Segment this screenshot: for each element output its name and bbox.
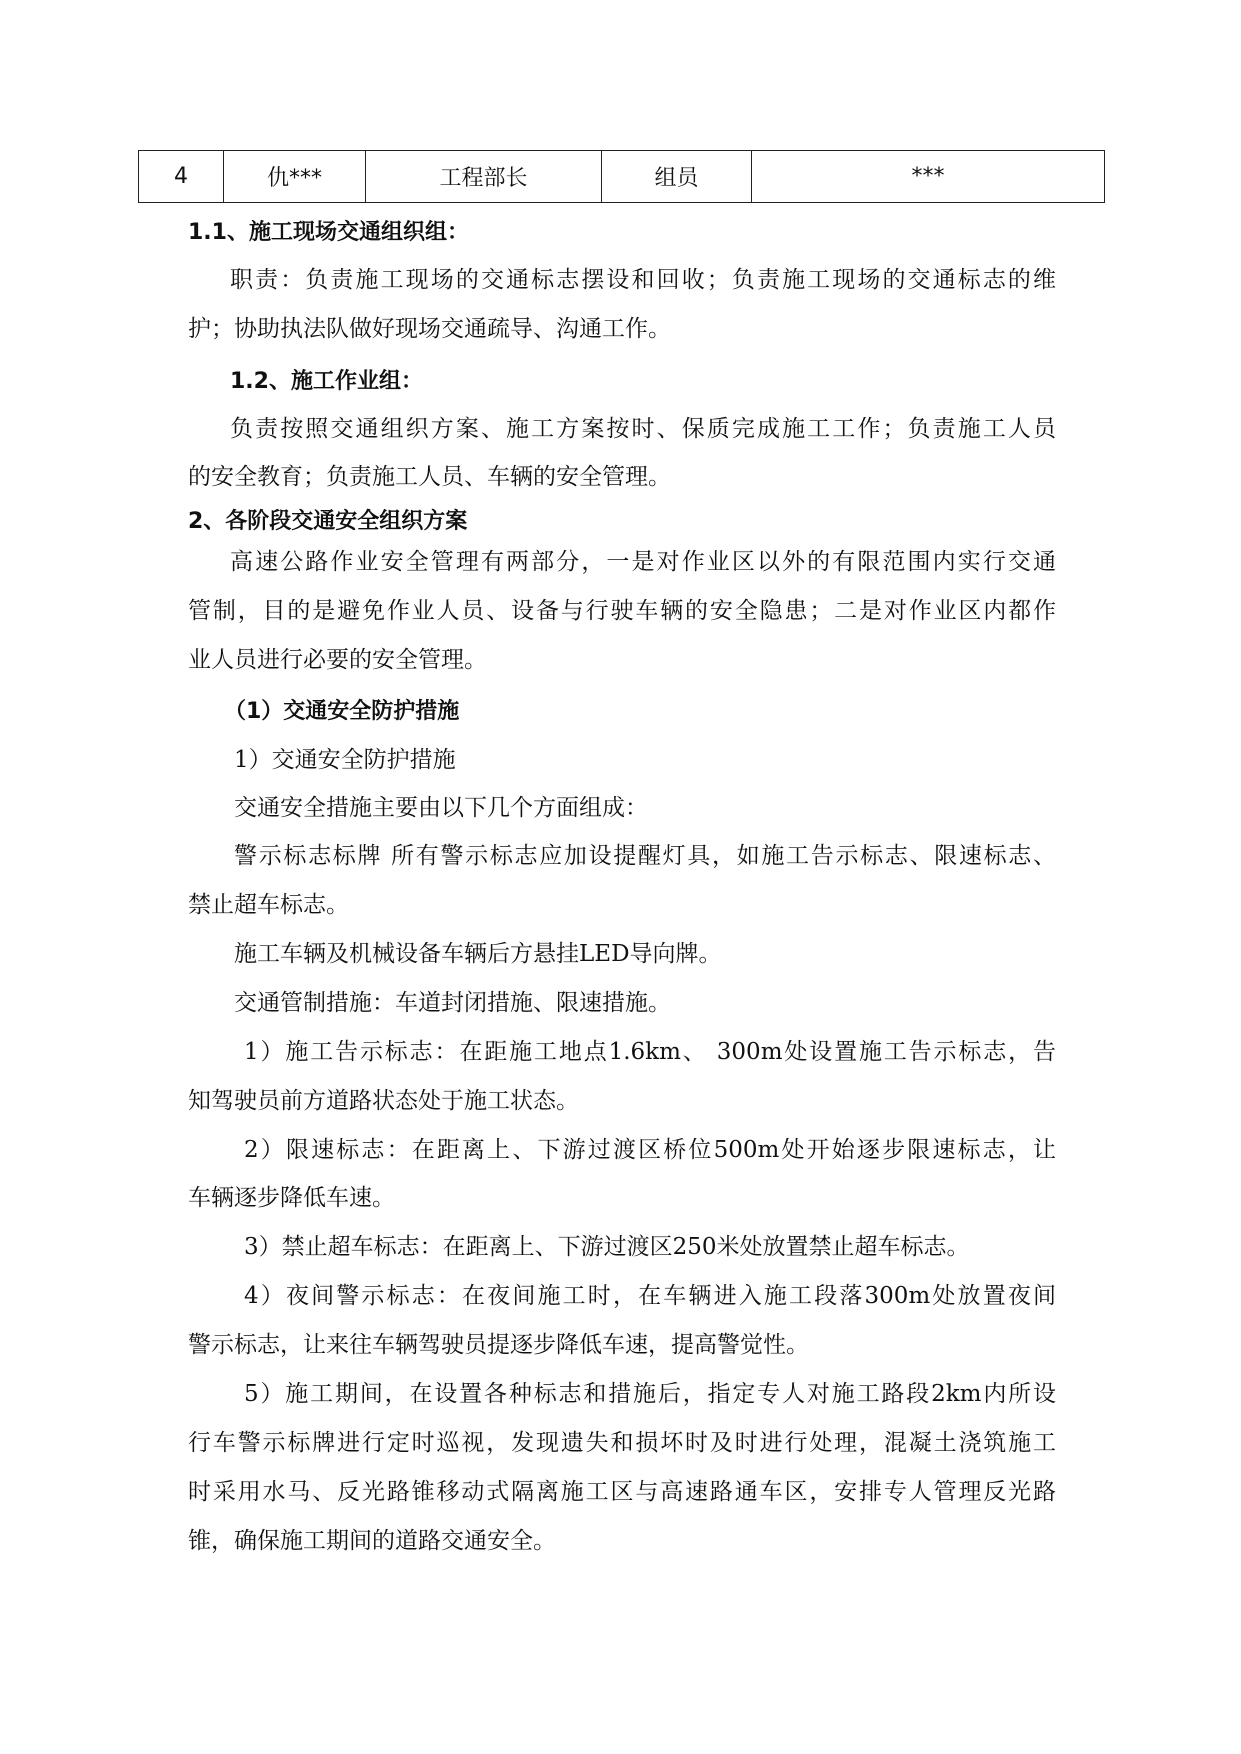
paragraph-line: 业人员进行必要的安全管理。 [188, 647, 487, 673]
list-item: 知驾驶员前方道路状态处于施工状态。 [188, 1088, 579, 1114]
cell-name: 仇*** [224, 151, 366, 203]
staff-table [138, 150, 1105, 203]
section-2-heading: 2、各阶段交通安全组织方案 [188, 509, 468, 534]
list-item: 锥，确保施工期间的道路交通安全。 [188, 1528, 556, 1554]
paragraph-line: 警示标志标牌 所有警示标志应加设提醒灯具，如施工告示标志、限速标志、 [234, 843, 1056, 869]
list-item: 行车警示标牌进行定时巡视，发现遗失和损坏时及时进行处理，混凝土浇筑施工 [188, 1430, 1056, 1456]
paragraph-line: 负责按照交通组织方案、施工方案按时、保质完成施工工作；负责施工人员 [230, 416, 1056, 442]
sub-heading: 1）交通安全防护措施 [234, 747, 456, 773]
cell-role: 组员 [602, 151, 752, 203]
section-1-1-heading: 1.1、施工现场交通组织组： [188, 220, 469, 245]
list-item: 警示标志，让来往车辆驾驶员提逐步降低车速，提高警觉性。 [188, 1332, 809, 1358]
paragraph-line: 交通安全措施主要由以下几个方面组成： [234, 795, 648, 821]
paragraph-line: 职责：负责施工现场的交通标志摆设和回收；负责施工现场的交通标志的维 [230, 267, 1056, 293]
list-item: 时采用水马、反光路锥移动式隔离施工区与高速路通车区，安排专人管理反光路 [188, 1479, 1056, 1505]
paragraph-line: 护；协助执法队做好现场交通疏导、沟通工作。 [188, 316, 671, 342]
paragraph-line: 的安全教育；负责施工人员、车辆的安全管理。 [188, 464, 671, 490]
list-item: 1）施工告示标志：在距施工地点1.6km、 300m处设置施工告示标志，告 [244, 1039, 1056, 1065]
measures-heading: （1）交通安全防护措施 [224, 699, 460, 724]
list-item: 2）限速标志：在距离上、下游过渡区桥位500m处开始逐步限速标志，让 [244, 1137, 1056, 1163]
section-1-2-heading: 1.2、施工作业组： [230, 369, 423, 394]
paragraph-line: 高速公路作业安全管理有两部分，一是对作业区以外的有限范围内实行交通 [230, 549, 1056, 575]
paragraph-line: 施工车辆及机械设备车辆后方悬挂LED导向牌。 [234, 941, 722, 967]
list-item: 车辆逐步降低车速。 [188, 1185, 395, 1211]
cell-position: 工程部长 [366, 151, 602, 203]
paragraph-line: 管制，目的是避免作业人员、设备与行驶车辆的安全隐患；二是对作业区内都作 [188, 598, 1056, 624]
table-row [139, 151, 1105, 203]
paragraph-line: 交通管制措施：车道封闭措施、限速措施。 [234, 990, 671, 1016]
list-item: 3）禁止超车标志：在距离上、下游过渡区250米处放置禁止超车标志。 [244, 1234, 970, 1260]
cell-phone: *** [752, 151, 1105, 203]
list-item: 4）夜间警示标志：在夜间施工时，在车辆进入施工段落300m处放置夜间 [244, 1283, 1056, 1309]
list-item: 5）施工期间，在设置各种标志和措施后，指定专人对施工路段2km内所设 [244, 1381, 1056, 1407]
cell-no: 4 [139, 151, 224, 203]
paragraph-line: 禁止超车标志。 [188, 892, 349, 918]
